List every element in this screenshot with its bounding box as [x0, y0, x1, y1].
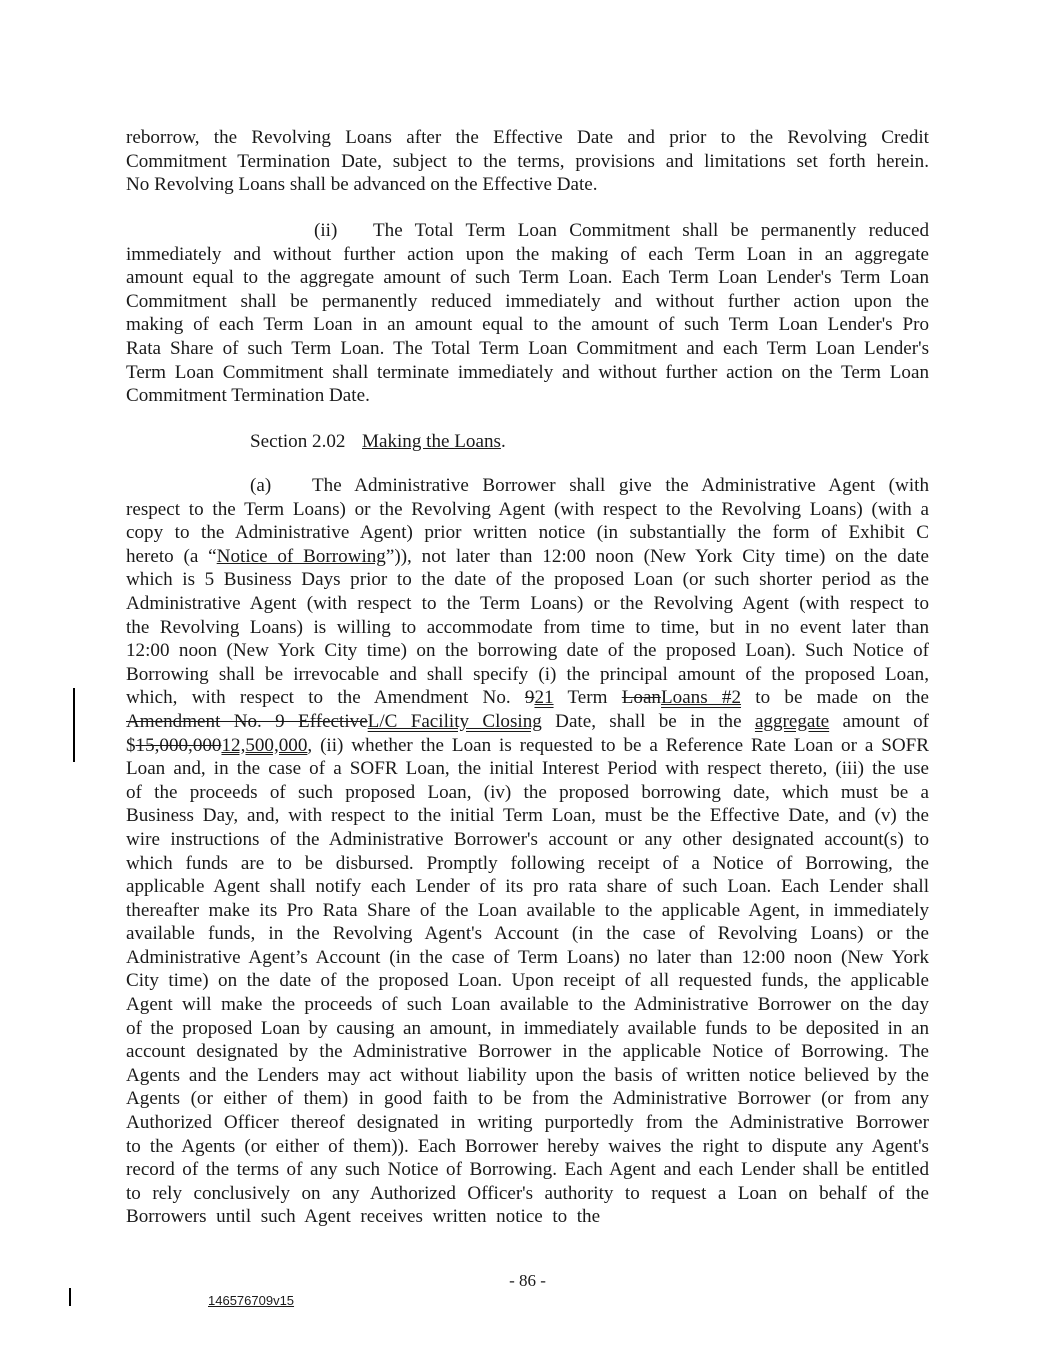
text-line: record of the terms of any such Notice of Borrowing. Each Agent and each Lender shall be entitled	[126, 1159, 929, 1181]
text-line: Authorized Officer thereof designated in writing purportedly from the Administrative Borrower	[126, 1112, 929, 1134]
text-line: wire instructions of the Administrative Borrower's account or any other designated account(s) to	[126, 828, 929, 850]
text-line: Loan and, in the case of a SOFR Loan, the initial Interest Period with respect thereto, (iii) the use	[126, 758, 929, 780]
paragraph-term-loan-commitment	[126, 219, 929, 408]
text-line: Rata Share of such Term Loan. The Total Term Loan Commitment and each Term Loan Lender's	[126, 337, 929, 359]
text-line: of the proposed Loan by causing an amount, in immediately available funds to be deposited in an	[126, 1017, 929, 1039]
clause-first-line: The Total Term Loan Commitment shall be permanently reduced	[373, 220, 929, 241]
text-line	[126, 219, 929, 243]
defined-term-notice-of-borrowing: Notice of Borrowing	[216, 545, 386, 567]
text-line: respect to the Term Loans) or the Revolving Agent (with respect to the Revolving Loans) (with a	[126, 498, 929, 520]
amended-text-line	[126, 710, 929, 734]
inserted-text: aggregate	[754, 710, 830, 732]
text-line: making of each Term Loan in an amount equal to the amount of such Term Loan Lender's Pro	[126, 314, 929, 336]
text-line: to the Agents (or either of them)). Each Borrower hereby waives the right to dispute any Agent's	[126, 1135, 929, 1157]
deleted-text: 9	[524, 687, 535, 709]
text-line: which funds are to be disbursed. Promptly following receipt of a Notice of Borrowing, the	[126, 852, 929, 874]
clause-label: (ii)	[314, 220, 338, 241]
amended-text-line	[126, 734, 929, 758]
text-run: , (ii) whether the Loan is requested to be a Reference Rate Loan or a SOFR	[307, 734, 929, 756]
text-line: Term Loan Commitment shall terminate immediately and without further action on the Term Loan	[126, 361, 929, 383]
heading-line	[126, 430, 929, 454]
text-line: amount equal to the aggregate amount of such Term Loan. Each Term Loan Lender's Term Loan	[126, 267, 929, 289]
text-line	[126, 545, 929, 569]
clause-first-line: The Administrative Borrower shall give the Administrative Agent (with	[312, 475, 929, 496]
text-line: Commitment Termination Date, subject to the terms, provisions and limitations set forth herein.	[126, 150, 929, 172]
text-line: Commitment shall be permanently reduced immediately and without further action upon the	[126, 290, 929, 312]
paragraph-notice-of-borrowing	[126, 474, 929, 1229]
deleted-text: 15,000,000	[135, 734, 222, 756]
text-line: Agents and the Lenders may act without liability upon the basis of written notice believed by the	[126, 1064, 929, 1086]
text-line: Agents (or either of them) in good faith to be from the Administrative Borrower (or from any	[126, 1088, 929, 1110]
paragraph-revolving-loans	[126, 126, 929, 197]
text-line: City time) on the date of the proposed Loan. Upon receipt of all requested funds, the applicable	[126, 970, 929, 992]
text-run: hereto (a “	[126, 545, 217, 567]
text-line: available funds, in the Revolving Agent's Account (in the case of Revolving Loans) or the	[126, 923, 929, 945]
section-number: Section 2.02	[250, 431, 346, 452]
text-run: ”)), not later than 12:00 noon (New York City time) on the date	[385, 545, 929, 567]
section-title-period: .	[500, 431, 506, 452]
deleted-text: Loan	[621, 687, 661, 709]
inserted-text: 21	[534, 687, 554, 709]
revision-change-bar	[73, 688, 75, 762]
section-title-wrap	[362, 430, 506, 454]
section-heading	[126, 430, 929, 454]
inserted-text: L/C Facility Closing	[367, 710, 542, 732]
text-line: the Revolving Loans) is willing to accommodate from time to time, but in no event later than	[126, 616, 929, 638]
text-line: reborrow, the Revolving Loans after the Effective Date and prior to the Revolving Credit	[126, 127, 929, 148]
text-line: Borrowing shall be irrevocable and shall specify (i) the principal amount of the proposed Loan,	[126, 663, 929, 685]
deleted-text: Amendment No. 9 Effective	[126, 710, 368, 732]
text-line: Administrative Agent (with respect to the Term Loans) or the Revolving Agent (with respect to	[126, 592, 929, 614]
text-line: which is 5 Business Days prior to the date of the proposed Loan (or such shorter period as the	[126, 569, 929, 591]
section-title: Making the Loans	[362, 431, 501, 452]
text-line: Agent will make the proceeds of such Loan available to the Administrative Borrower on the day	[126, 994, 929, 1016]
text-line: account designated by the Administrative Borrower in the applicable Notice of Borrowing. The	[126, 1041, 929, 1063]
text-run: Term	[567, 687, 608, 709]
text-line: immediately and without further action upon the making of each Term Loan in an aggregate	[126, 243, 929, 265]
text-run: amount of	[842, 710, 929, 732]
document-id: 146576709v15	[208, 1293, 295, 1308]
text-line: No Revolving Loans shall be advanced on the Effective Date.	[126, 174, 598, 196]
inserted-text: 12,500,000	[221, 734, 308, 756]
text-line	[126, 474, 929, 498]
text-line: to rely conclusively on any Authorized Officer's authority to request a Loan on behalf of the	[126, 1182, 929, 1204]
text-run: which, with respect to the Amendment No.	[126, 687, 511, 709]
text-line: Business Day, and, with respect to the initial Term Loan, must be the Effective Date, and (v) the	[126, 805, 929, 827]
text-line: thereafter make its Pro Rata Share of the Loan available to the applicable Agent, in immediately	[126, 899, 929, 921]
text-line: Administrative Agent’s Account (in the case of Term Loans) no later than 12:00 noon (New York	[126, 946, 929, 968]
text-line: Commitment Termination Date.	[126, 385, 370, 407]
text-run: Date, shall be in the	[555, 710, 742, 732]
inserted-text: Loans #2	[660, 687, 742, 709]
text-line: copy to the Administrative Agent) prior written notice (in substantially the form of Exhibit C	[126, 522, 929, 544]
text-line: of the proceeds of such proposed Loan, (iv) the proposed borrowing date, which must be a	[126, 781, 929, 803]
page-number: - 86 -	[509, 1271, 546, 1290]
amended-text-line	[126, 686, 929, 710]
clause-label: (a)	[250, 475, 272, 496]
text-run: $	[126, 734, 136, 756]
text-line: applicable Agent shall notify each Lender of its pro rata share of such Loan. Each Lender shall	[126, 876, 929, 898]
text-run: to be made on the	[755, 687, 929, 709]
text-line: 12:00 noon (New York City time) on the borrowing date of the proposed Loan). Such Notice of	[126, 640, 929, 662]
text-line: Borrowers until such Agent receives written notice to the	[126, 1206, 601, 1228]
